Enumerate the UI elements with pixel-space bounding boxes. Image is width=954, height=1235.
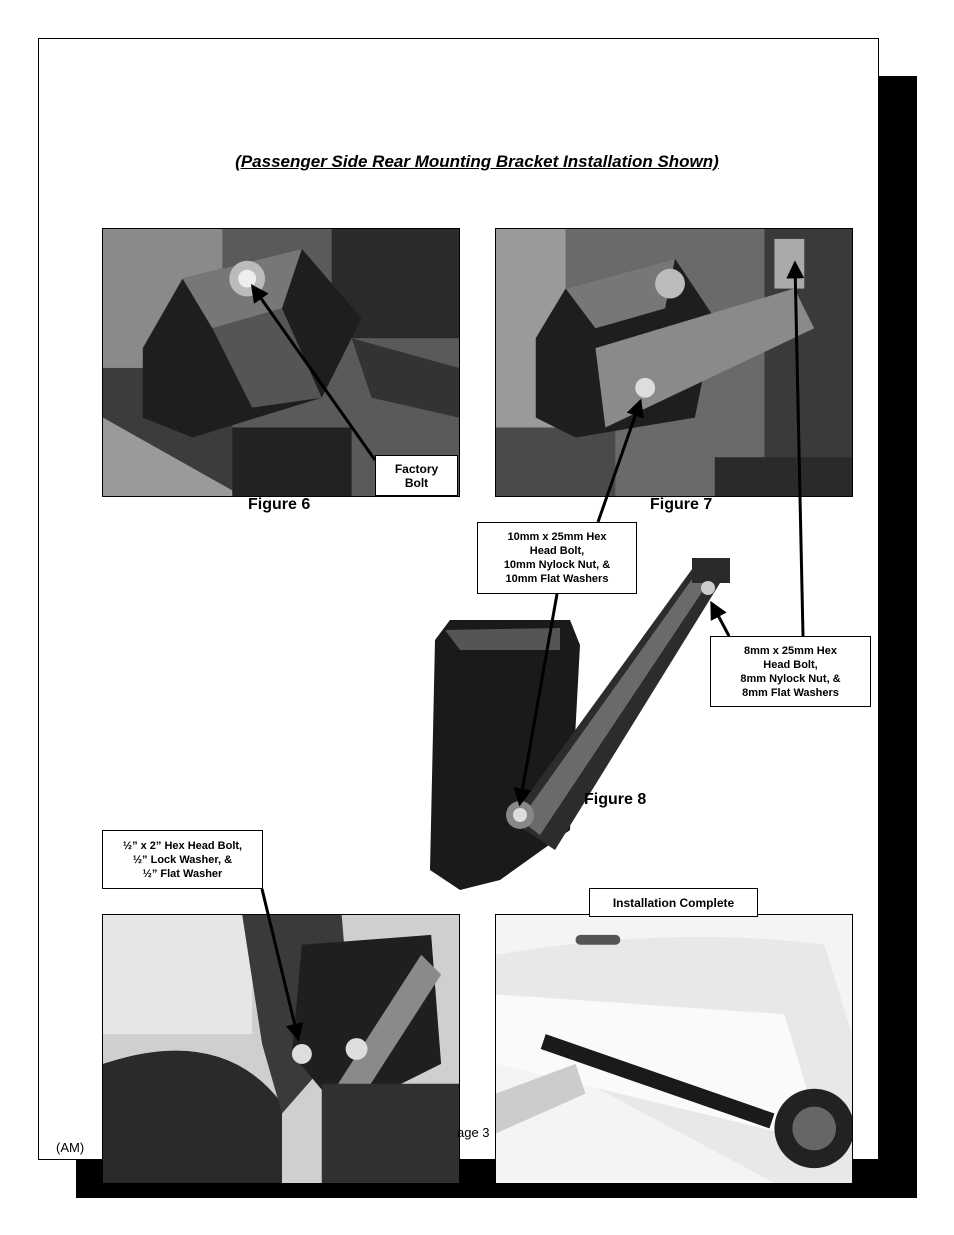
figure-6-caption: Figure 6 xyxy=(248,496,311,513)
page-title: (Passenger Side Rear Mounting Bracket Installation Shown) xyxy=(235,152,719,171)
figure-7-caption: Figure 7 xyxy=(650,496,713,513)
callout-line: Head Bolt, xyxy=(763,658,818,671)
callout-line: 10mm Nylock Nut, & xyxy=(503,559,611,571)
callout-line: 8mm Nylock Nut, & xyxy=(740,672,841,685)
callout-line: Head Bolt, xyxy=(529,545,585,557)
callout-line: 10mm x 25mm Hex xyxy=(507,531,607,543)
callout-line: Bolt xyxy=(404,475,429,490)
figure-7-photo xyxy=(495,228,853,497)
factory-bolt-callout xyxy=(375,455,458,496)
bolt-8mm-callout xyxy=(710,636,871,707)
figure-8-caption: Figure 8 xyxy=(584,791,647,808)
callout-line: 10mm Flat Washers xyxy=(505,573,609,585)
callout-line: 8mm Flat Washers xyxy=(742,686,839,699)
callout-line: Installation Complete xyxy=(612,895,735,910)
bottom-left-photo xyxy=(102,914,460,1184)
callout-line: ½” x 2” Hex Head Bolt, xyxy=(122,839,243,852)
bolt-10mm-callout xyxy=(477,522,637,594)
callout-line: ½” Lock Washer, & xyxy=(132,853,233,866)
bolt-half-inch-callout xyxy=(102,830,263,889)
callout-line: 8mm x 25mm Hex xyxy=(744,644,837,657)
footer-page-number: age 3 xyxy=(457,1125,490,1140)
figure-8-bracket-image xyxy=(420,550,740,895)
footer-code: (AM) xyxy=(56,1140,85,1155)
installation-complete-photo xyxy=(495,914,853,1184)
callout-line: ½” Flat Washer xyxy=(142,867,223,880)
callout-line: Factory xyxy=(394,461,439,476)
installation-complete-callout xyxy=(589,888,758,917)
